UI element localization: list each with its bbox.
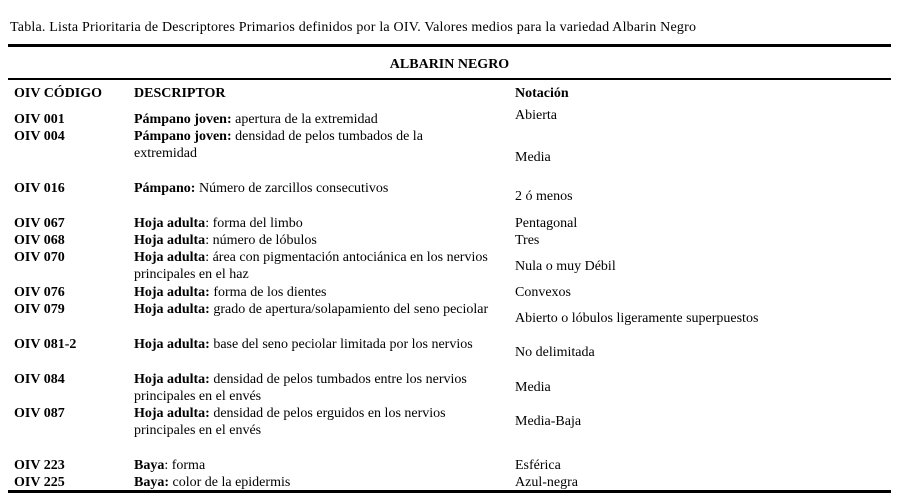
row-code: OIV 079	[14, 302, 65, 317]
descriptor-text: grado de apertura/solapamiento del seno peciolar	[213, 302, 489, 317]
row-code: OIV 081-2	[14, 337, 77, 352]
row-code: OIV 016	[14, 181, 65, 196]
organ-label: Pámpano joven:	[134, 112, 232, 127]
organ-label: Hoja adulta	[134, 250, 206, 265]
organ-label: Baya:	[134, 475, 169, 490]
descriptor-text: color de la epidermis	[172, 475, 291, 490]
table-title: ALBARIN NEGRO	[389, 57, 510, 72]
top-rule	[8, 44, 891, 47]
row-notation: 2 ó menos	[515, 189, 573, 204]
descriptor-text: densidad de pelos erguidos en los nervios principales en el envés	[134, 406, 446, 438]
organ-label: Baya	[134, 458, 165, 473]
row-descriptor	[134, 457, 489, 474]
row-notation: Media-Baja	[515, 414, 582, 429]
row-descriptor	[134, 232, 489, 249]
row-descriptor	[134, 111, 489, 128]
row-descriptor	[134, 336, 489, 353]
row-notation: Azul-negra	[515, 475, 578, 490]
row-code: OIV 087	[14, 406, 65, 421]
row-descriptor	[134, 284, 489, 301]
row-descriptor	[134, 128, 489, 162]
descriptor-text: forma de los dientes	[213, 285, 327, 300]
descriptor-text: : número de lóbulos	[205, 233, 317, 248]
row-descriptor	[134, 215, 489, 232]
row-descriptor	[134, 180, 489, 197]
row-notation: Tres	[515, 233, 540, 248]
row-notation: No delimitada	[515, 345, 595, 360]
row-code: OIV 004	[14, 129, 65, 144]
row-code: OIV 070	[14, 250, 65, 265]
organ-label: Hoja adulta	[134, 216, 206, 231]
organ-label: Hoja adulta	[134, 233, 206, 248]
descriptor-text: densidad de pelos tumbados de la extremidad	[134, 129, 423, 161]
row-descriptor	[134, 474, 489, 491]
row-notation: Pentagonal	[515, 216, 578, 231]
organ-label: Pámpano joven:	[134, 129, 232, 144]
row-code: OIV 067	[14, 216, 65, 231]
organ-label: Hoja adulta:	[134, 337, 210, 352]
row-descriptor	[134, 405, 489, 439]
title-rule	[8, 78, 891, 80]
organ-label: Hoja adulta:	[134, 285, 210, 300]
table-caption: Tabla. Lista Prioritaria de Descriptores Primarios definidos por la OIV. Valores medios para la variedad Albarin Negro	[10, 20, 697, 35]
row-descriptor	[134, 371, 489, 405]
row-code: OIV 001	[14, 112, 65, 127]
row-notation: Media	[515, 150, 551, 165]
row-code: OIV 223	[14, 458, 65, 473]
row-descriptor	[134, 301, 489, 318]
row-notation: Media	[515, 380, 551, 395]
row-notation: Nula o muy Débil	[515, 259, 616, 274]
row-code: OIV 225	[14, 475, 65, 490]
row-notation: Abierto o lóbulos ligeramente superpuestos	[515, 311, 759, 326]
descriptor-text: Número de zarcillos consecutivos	[198, 181, 389, 196]
header-code: OIV CÓDIGO	[14, 86, 103, 101]
descriptor-text: : forma	[164, 458, 206, 473]
descriptor-text: densidad de pelos tumbados entre los nervios principales en el envés	[134, 372, 467, 404]
row-descriptor	[134, 249, 489, 283]
descriptor-text: : área con pigmentación antociánica en los nervios principales en el haz	[134, 250, 488, 282]
organ-label: Hoja adulta:	[134, 406, 210, 421]
row-notation: Esférica	[515, 458, 561, 473]
organ-label: Hoja adulta:	[134, 302, 210, 317]
organ-label: Pámpano:	[134, 181, 196, 196]
row-code: OIV 084	[14, 372, 65, 387]
descriptor-text: base del seno peciolar limitada por los nervios	[213, 337, 473, 352]
bottom-rule	[8, 490, 891, 493]
descriptor-text: apertura de la extremidad	[235, 112, 378, 127]
row-code: OIV 076	[14, 285, 65, 300]
header-descriptor: DESCRIPTOR	[134, 86, 226, 101]
header-notation: Notación	[515, 86, 569, 101]
row-notation: Abierta	[515, 108, 557, 123]
descriptor-text: : forma del limbo	[205, 216, 303, 231]
row-code: OIV 068	[14, 233, 65, 248]
organ-label: Hoja adulta:	[134, 372, 210, 387]
row-notation: Convexos	[515, 285, 571, 300]
